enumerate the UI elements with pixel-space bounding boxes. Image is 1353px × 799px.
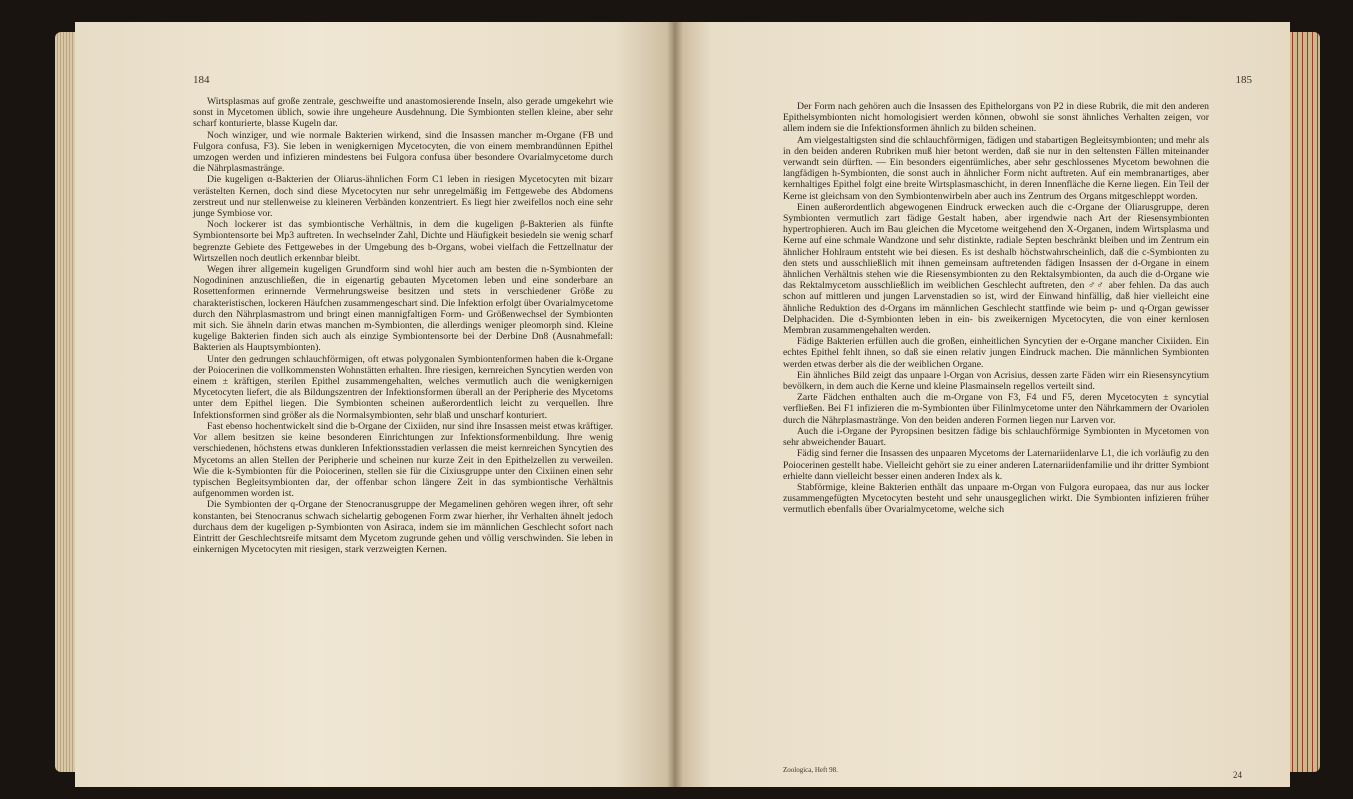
book-gutter bbox=[667, 22, 683, 787]
paragraph: Wegen ihrer allgemein kugeligen Grundform sind wohl hier auch am besten die n-Symbionten der Nogodininen anzuschließen, die in eigenartig gebauten Mycetomen leben und eine sonderbare an Rosettenformen erinnernde Vermehrungsweise besitzen und stets in verschiedener Größe zu charakteristischen, lockeren Häufchen zusammengeschart sind. Die Infektion erfolgt über Ovarialmycetome durch den Nährplasmastrom und bringt einen mannigfaltigen Form- und Größenwechsel der Symbionten mit sich. Sie ähneln darin etwas manchen m-Symbionten, die allerdings weniger pleomorph sind. Kleine kugelige Bakterien finden sich auch als einzige Symbiontensorte bei der Derbine Dn8 (Ausnahmefall: Bakterien als Hauptsymbionten). bbox=[193, 264, 613, 354]
right-page bbox=[675, 22, 1290, 787]
paragraph: Noch lockerer ist das symbiontische Verhältnis, in dem die kugeligen β-Bakterien als fünfte Symbiontensorte bei Mp3 auftreten. In wechselnder Zahl, Dichte und Häufigkeit besiedeln sie wenig scharf begrenzte Gebiete des Fettgewebes in der Umgebung des b-Organs, wobei vielfach die Fettzellnatur der Wirtszellen noch deutlich erkennbar bleibt. bbox=[193, 219, 613, 264]
paragraph: Fast ebenso hochentwickelt sind die b-Organe der Cixiiden, nur sind ihre Insassen meist etwas kräftiger. Vor allem besitzen sie keine besonderen Einrichtungen zur Infektionsformenbildung. Ihre wenig verschiedenen, höchstens etwas dunkleren Infektionsstadien verlassen die meist kernreichen Syncytien des Mycetoms an allen Stellen der Peripherie und scheinen nur kurze Zeit in den Epithelzellen zu verweilen. Wie die k-Symbionten für die Poiocerinen, stellen sie für die Cixiusgruppe unter den Cixiinen einen sehr typischen Begleitsymbionten dar, der offenbar schon längere Zeit in das symbiontische Verhältnis aufgenommen worden ist. bbox=[193, 420, 613, 500]
right-page-text bbox=[783, 101, 1209, 516]
paragraph: Noch winziger, und wie normale Bakterien wirkend, sind die Insassen mancher m-Organe (FB und Fulgora confusa, F3). Sie leben in wenigkernigen Mycetocyten, die von einem membrandünnen Epithel umzogen werden und infizieren mindestens bei Fulgora confusa über besondere Ovarialmycetome durch die Nährplasmastränge. bbox=[193, 129, 613, 175]
footer-signature-number: 24 bbox=[1233, 770, 1242, 780]
paragraph: Ein ähnliches Bild zeigt das unpaare l-Organ von Acrisius, dessen zarte Fäden wirr ein Riesensyncytium bevölkern, in dem auch die Kerne und kleine Plasmainseln regellos verteilt sind. bbox=[783, 369, 1209, 393]
paragraph: Die Symbionten der q-Organe der Stenocranusgruppe der Megamelinen gehören wegen ihrer, oft sehr konstanten, bei Stenocranus schwach sichelartig gebogenen Form zwar hierher, ihr Verhalten ähnelt jedoch durchaus dem der kugeligen p-Symbionten von Asiraca, indem sie im männlichen Geschlecht sofort nach Eintritt der Geschlechtsreife mitsamt dem Mycetom zugrunde gehen und völlig verschwinden. Sie leben in einkernigen Mycetocyten mit riesigen, stark verzweigten Kernen. bbox=[193, 499, 613, 556]
page-edges-right bbox=[1290, 32, 1320, 772]
paragraph: Fädig sind ferner die Insassen des unpaaren Mycetoms der Laternariidenlarve L1, die ich vorläufig zu den Poiocerinen gestellt habe. Vielleicht gehört sie zu einer anderen Laternariidenfamilie und ihr dritter Symbiont erhielte dann vielleicht besser einen anderen Index als k. bbox=[783, 448, 1209, 482]
footer-signature: Zoologica, Heft 98. bbox=[783, 766, 838, 774]
open-book bbox=[55, 22, 1320, 792]
paragraph: Die kugeligen α-Bakterien der Oliarus-ähnlichen Form C1 leben in riesigen Mycetocyten mit bizarr verästelten Kernen, doch sind diese Mycetocyten nur sehr unregelmäßig im Fettgewebe des Abdomens zerstreut und nur stellenweise zu kleineren Verbänden konzentriert. Es liegt hier zweifellos noch eine sehr junge Symbiose vor. bbox=[193, 174, 613, 220]
paragraph: Zarte Fädchen enthalten auch die m-Organe von F3, F4 und F5, deren Mycetocyten ± syncytial verfließen. Bei F1 infizieren die m-Symbionten über Filinlmycetome unter den Nährkammern der Ovariolen durch die Nährplasmastränge. Von den beiden anderen Formen liegen nur Larven vor. bbox=[783, 392, 1209, 426]
right-page-number: 185 bbox=[1235, 74, 1252, 86]
paragraph: Stabförmige, kleine Bakterien enthält das unpaare m-Organ von Fulgora europaea, das nur aus locker zusammengefügten Mycetocyten besteht und sehr unausgeglichen wirkt. Die Symbionten infizieren früher vermutlich ebenfalls über Ovarialmycetome, welche sich bbox=[783, 481, 1209, 516]
paragraph: Einen außerordentlich abgewogenen Eindruck erwecken auch die c-Organe der Oliarusgruppe, deren Symbionten vermutlich zart fädige Gestalt haben, aber irgendwie nach Art der Riesensymbionten hypertrophieren. Auch im Bau gleichen die Mycetome weitgehend den X-Organen, indem Wirtsplasma und Kerne auf eine schmale Wandzone und sehr distinkte, radiale Septen beschränkt bleiben und im Zentrum ein ähnlicher Hohlraum entsteht wie bei diesen. Es ist deshalb höchstwahrscheinlich, daß die c-Symbionten zu den stets und ausschließlich mit ihnen gemeinsam auftretenden fädigen Insassen der d-Organe in einem ähnlichen Verhältnis stehen wie die Riesensymbionten zu den Rektalsymbionten, da auch die d-Organe wie das Rektalmycetom ausschließlich im weiblichen Geschlecht auftreten, den ♂♂ aber fehlen. Da das auch schon auf mittleren und jungen Larvenstadien so ist, wird der Einwand hinfällig, daß hier vielleicht eine ähnliche Reduktion des d-Organs im männlichen Geschlecht stattfinde wie beim p- und q-Organ gewisser Delphaciden. Die d-Symbionten leben in ein- bis zweikernigen Mycetocyten, die von einer kernlosen Membran zusammengehalten werden. bbox=[783, 201, 1209, 337]
paragraph: Der Form nach gehören auch die Insassen des Epithelorgans von P2 in diese Rubrik, die mit den anderen Epithelsymbionten nicht homologisiert werden können, obwohl sie sonst ähnliches Verhalten zeigen, vor allem indem sie die Infektionsformen ähnlich zu bilden scheinen. bbox=[783, 101, 1209, 135]
left-page bbox=[75, 22, 675, 787]
paragraph: Am vielgestaltigsten sind die schlauchförmigen, fädigen und stabartigen Begleitsymbionten; und mehr als in den beiden anderen Rubriken muß hier betont werden, daß sie nur in den seltensten Fällen miteinander verwandt sein dürften. — Ein besonders eigentümliches, aber sehr geschlossenes Mycetom bewohnen die langfädigen h-Symbionten, die sonst auch in ähnlicher Form nicht auftreten. Auf ein membranartiges, aber kernhaltiges Epithel folgt eine breite Wirtsplasmaschicht, in deren Innenfläche die Kerne liegen. Ein Teil der Kerne ist gleichsam von den Symbiontenwirbeln aber auch ins Zentrum des Organs mitgeschleppt worden. bbox=[783, 134, 1209, 202]
paragraph: Auch die i-Organe der Pyropsinen besitzen fädige bis schlauchförmige Symbionten in Mycetomen von sehr abweichender Bauart. bbox=[783, 425, 1209, 449]
paragraph: Fädige Bakterien erfüllen auch die großen, einheitlichen Syncytien der e-Organe mancher Cixiiden. Ein echtes Epithel fehlt ihnen, so daß sie einen relativ jungen Eindruck machen. Die männlichen Symbionten werden etwas derber als die der weiblichen Organe. bbox=[783, 336, 1209, 370]
left-page-number: 184 bbox=[193, 74, 210, 86]
page-edges-left bbox=[55, 32, 77, 772]
paragraph: Unter den gedrungen schlauchförmigen, oft etwas polygonalen Symbiontenformen haben die k-Organe der Poiocerinen die vollkommensten Wohnstätten erhalten. Ihre riesigen, kernreichen Syncytien werden von einem ± kräftigen, sterilen Epithel zusammengehalten, welches vermutlich auch die wenigkernigen Mycetocyten liefert, die als Bildungszentren der Infektionsformen überall an der Peripherie des Mycetoms unter dem Epithel liegen. Die Symbionten scheinen außerordentlich leicht zu verquellen. Ihre Infektionsformen sind größer als die Normalsymbionten, sehr blaß und unscharf konturiert. bbox=[193, 353, 613, 421]
paragraph: Wirtsplasmas auf große zentrale, geschweifte und anastomosierende Inseln, also gerade umgekehrt wie sonst in Mycetomen üblich, sowie ihre ungeheure Ausdehnung. Die Symbionten stellen kleine, aber sehr scharf konturierte, blasse Kugeln dar. bbox=[193, 96, 613, 130]
left-page-text bbox=[193, 96, 613, 555]
